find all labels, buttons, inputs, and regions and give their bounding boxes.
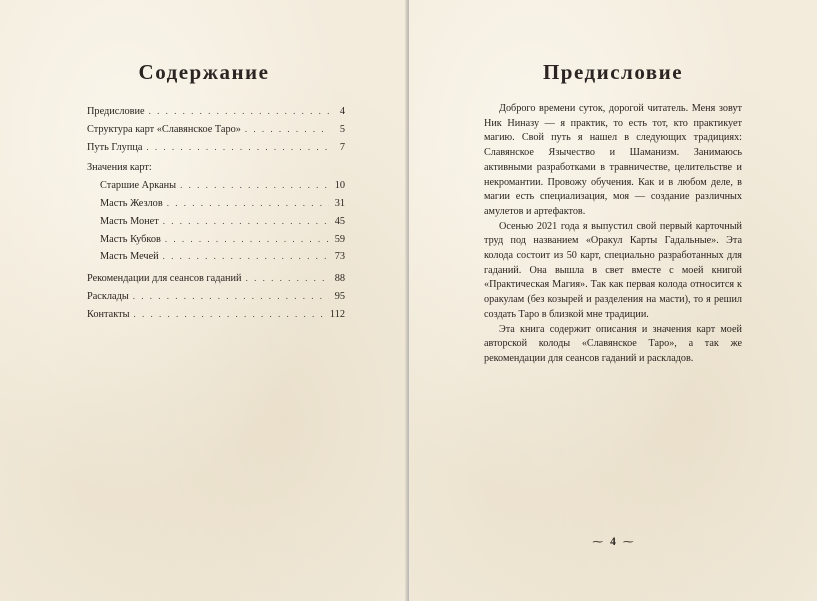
left-page	[0, 0, 408, 601]
toc-entry-page: 5	[339, 123, 345, 135]
toc-entry-title: Контакты	[87, 308, 130, 320]
toc-entry[interactable]	[87, 142, 345, 160]
preface-paragraph: Эта книга содержит описания и значения карт моей авторской колоды «Славянское Таро», а так же рекомендации для сеансов гаданий и раскладов.	[484, 323, 742, 364]
toc-entry-page: 59	[334, 233, 345, 245]
preface-heading: Предисловие	[542, 60, 684, 84]
toc-entry[interactable]	[87, 124, 345, 142]
preface-paragraph: Осенью 2021 года я выпустил свой первый карточный труд под названием «Оракул Карты Гадальные». Эта колода состоит из 50 карт, специально разработанных для гаданий. Она вышла в свет вместе с моей книгой «Практическая Магия». Так как первая колода относится к оракулам (без козырей и разделения на масти), то я решил создать Таро в близкой мне традиции.	[484, 220, 742, 320]
page-number-footer	[409, 535, 817, 548]
toc-entry-title: Расклады	[87, 290, 129, 302]
toc-entry-page: 45	[334, 215, 345, 227]
toc-entry[interactable]	[87, 251, 345, 269]
toc-section-heading	[87, 162, 345, 180]
toc-leader-dots	[165, 234, 329, 244]
toc-entry-title: Предисловие	[87, 106, 145, 117]
toc-entry[interactable]	[87, 234, 345, 252]
toc-leader-dots	[133, 291, 329, 301]
toc-entry-page: 10	[334, 180, 345, 192]
toc-entry-title: Масть Монет	[100, 215, 159, 227]
toc-entry-page: 95	[334, 290, 345, 302]
toc-leader-dots	[167, 198, 329, 208]
toc-entry[interactable]	[87, 198, 345, 216]
preface-body	[484, 102, 742, 367]
toc-entry-page: 31	[334, 197, 345, 209]
toc-heading: Содержание	[138, 60, 270, 84]
page-number: 4	[610, 536, 616, 548]
toc-entry-page: 4	[339, 106, 345, 117]
toc-entry[interactable]	[87, 309, 345, 327]
toc-entry-page: 88	[334, 273, 345, 285]
toc-entry-page: 112	[329, 308, 345, 320]
toc-entry-page: 7	[339, 141, 345, 153]
ornament-right-icon: ⁓	[622, 536, 634, 548]
toc-leader-dots	[246, 273, 329, 283]
toc-leader-dots	[146, 142, 329, 152]
toc-entry-title: Масть Кубков	[100, 233, 161, 245]
toc-entry[interactable]	[87, 216, 345, 234]
toc-entry-title: Старшие Арканы	[100, 180, 177, 192]
toc-leader-dots	[180, 180, 329, 190]
ornament-left-icon: ⁓	[592, 536, 604, 548]
toc-entry-title: Структура карт «Славянское Таро»	[87, 123, 241, 135]
toc-entry-title: Масть Жезлов	[100, 197, 163, 209]
toc-leader-dots	[163, 216, 329, 226]
toc-entry-page: 73	[334, 251, 345, 263]
preface-paragraph: Доброго времени суток, дорогой читатель. Меня зовут Ник Ниназу — я практик, то есть тот, кто практикует магию. Свой путь я нашел в следующих традициях: Славянское Язычество и Шаманизм. Занимаюсь активными разработками в травничестве, целительстве и некромантии. Провожу обучения. Как и в любом деле, в магии есть специализация, моя — создание различных амулетов и артефактов.	[484, 103, 742, 217]
toc-leader-dots	[245, 124, 329, 134]
toc-entry[interactable]	[87, 180, 345, 198]
toc-section-title: Значения карт:	[87, 162, 152, 174]
toc-entry[interactable]	[87, 106, 345, 124]
toc-entry-title: Рекомендации для сеансов гаданий	[87, 273, 242, 285]
toc-leader-dots	[163, 251, 329, 261]
toc-leader-dots	[134, 309, 326, 319]
toc-entry-title: Масть Мечей	[100, 251, 159, 263]
right-page	[409, 0, 817, 601]
table-of-contents	[87, 106, 345, 327]
toc-leader-dots	[149, 106, 329, 116]
toc-entry-title: Путь Глупца	[87, 141, 143, 153]
toc-entry[interactable]	[87, 291, 345, 309]
toc-entry[interactable]	[87, 273, 345, 291]
